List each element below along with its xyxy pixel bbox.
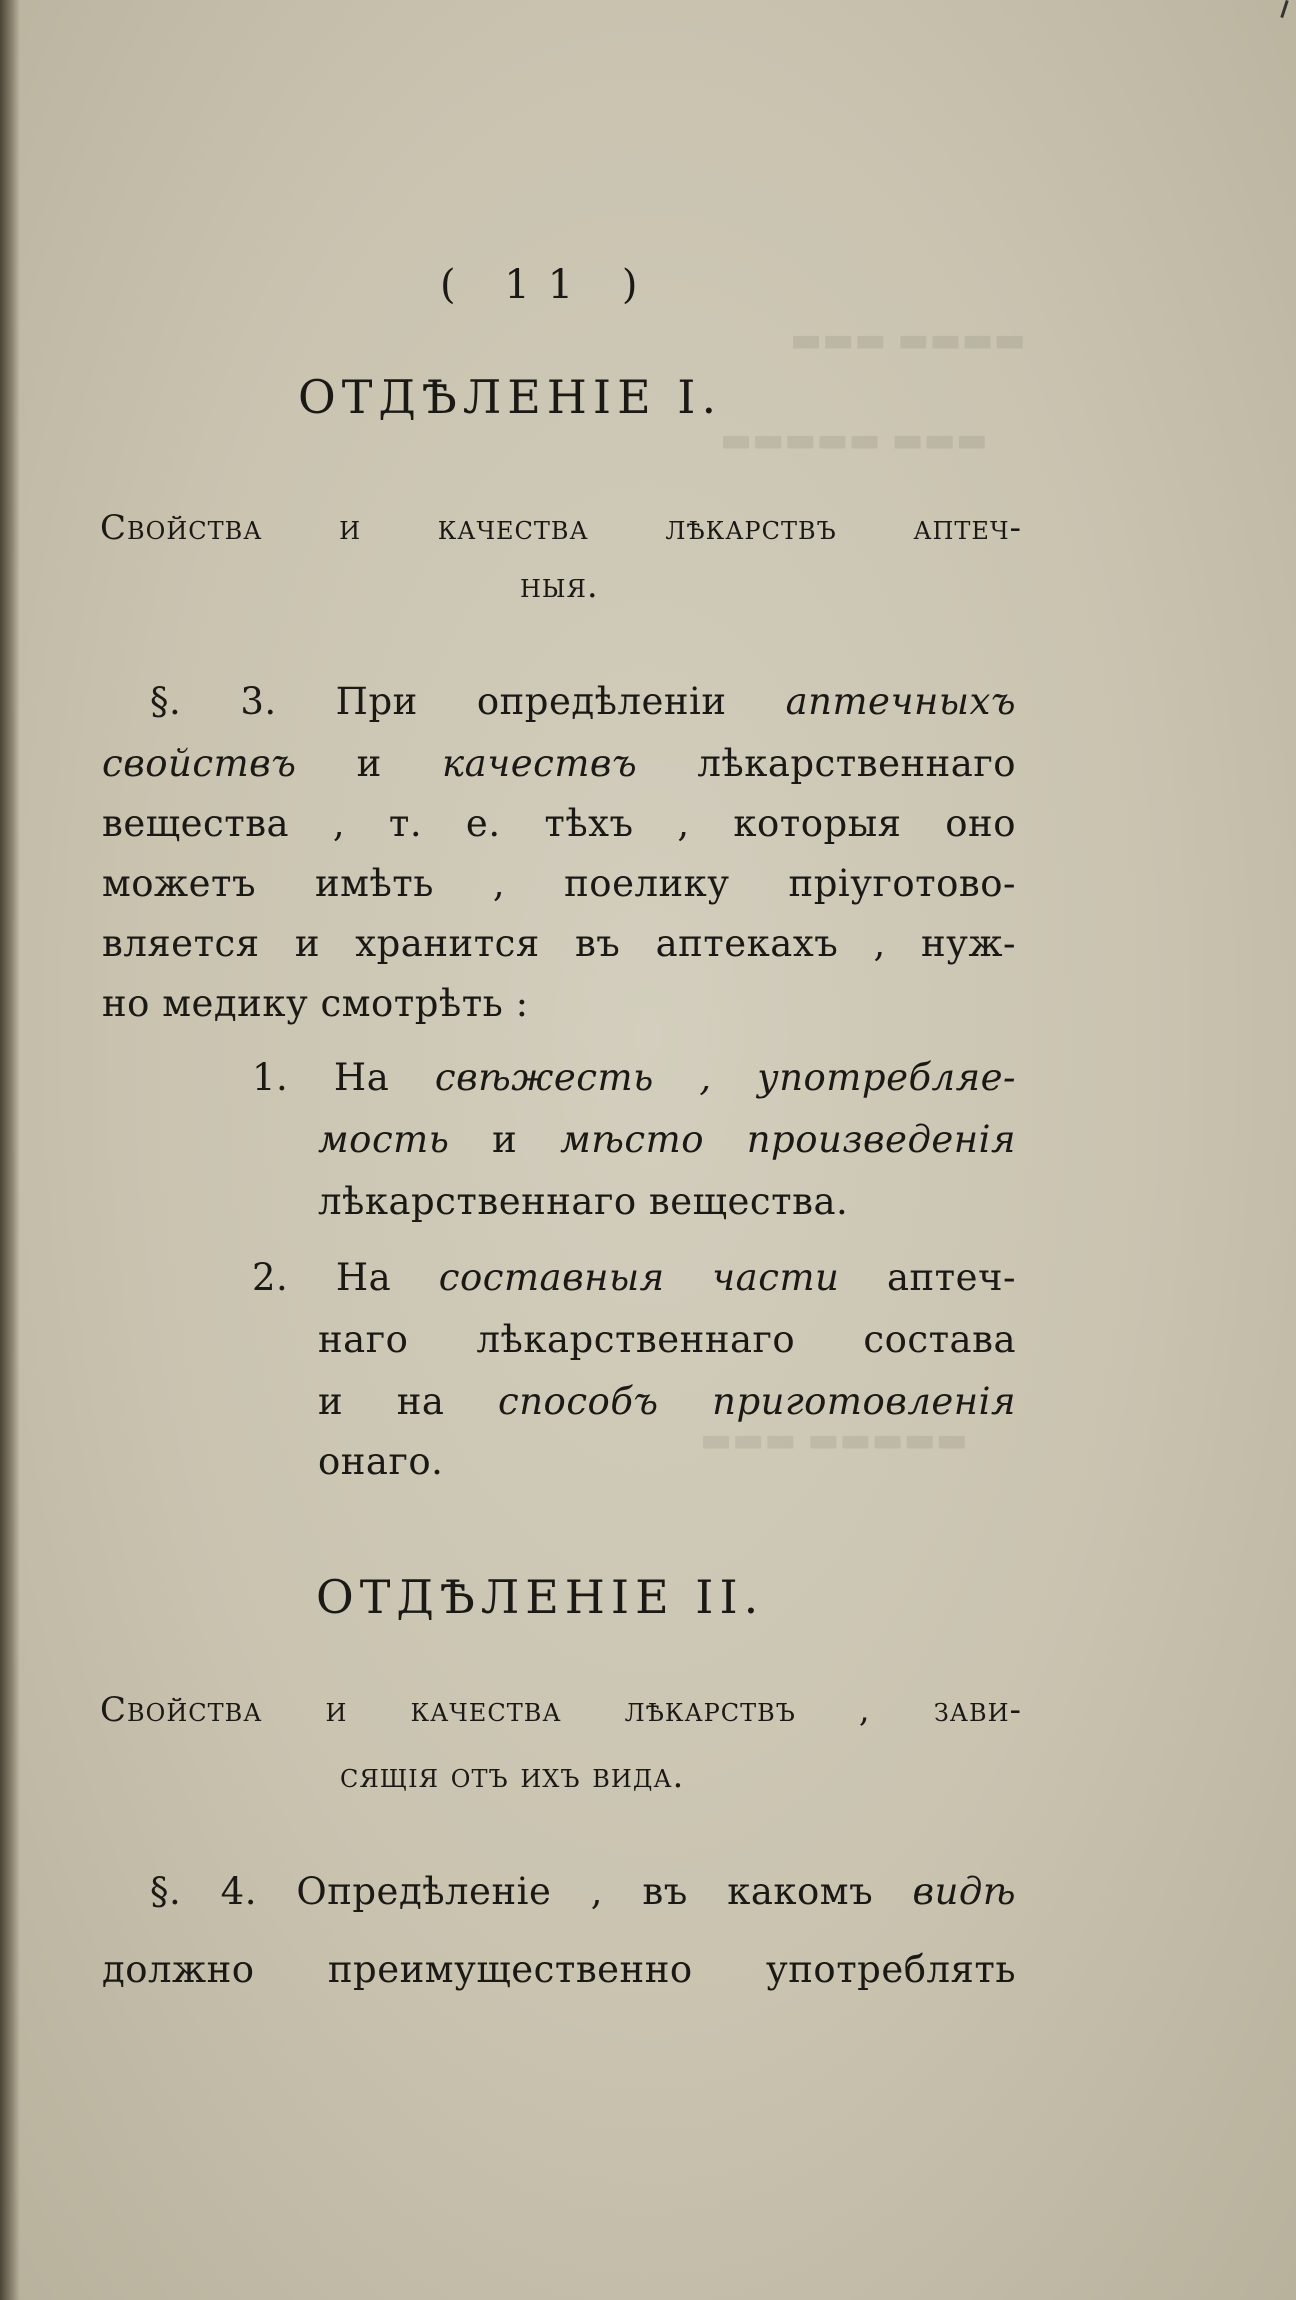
para-3-line-6: но медику смотрѣть : bbox=[102, 982, 529, 1025]
item-2-line-1 bbox=[252, 1256, 1016, 1299]
para-3-conjunction: и bbox=[356, 742, 382, 785]
section-2-heading: ОТДѢЛЕНІЕ II. bbox=[316, 1570, 765, 1624]
para-3-line-2 bbox=[102, 742, 1016, 785]
item-2-line-3 bbox=[318, 1380, 1016, 1423]
page-number: ( 11 ) bbox=[440, 262, 656, 308]
para-3-line-5: вляется и хранится въ аптекахъ , нуж- bbox=[102, 922, 1016, 965]
para-4-line-1-text: §. 4. Опредѣленіе , въ какомъ bbox=[150, 1870, 874, 1913]
para-3-line-4: можетъ имѣть , поелику пріуготово- bbox=[102, 862, 1016, 905]
para-4-line-2: должно преимущественно употреблять bbox=[102, 1948, 1016, 1991]
binding-gutter-shadow bbox=[0, 0, 20, 2300]
para-3-line-2-text: лѣкарственнаго bbox=[697, 742, 1017, 785]
para-3-line-3: вещества , т. е. тѣхъ , которыя оно bbox=[102, 802, 1016, 845]
show-through-shadow: ▬▬▬ ▬▬▬▬▬ bbox=[720, 420, 988, 460]
item-2-number: 2. На bbox=[252, 1256, 392, 1299]
item-1-term-upotreblyaemost: мость bbox=[318, 1118, 450, 1161]
item-1-line-3: лѣкарственнаго вещества. bbox=[318, 1180, 849, 1223]
item-2-line-2: наго лѣкарственнаго состава bbox=[318, 1318, 1016, 1361]
para-4-line-1 bbox=[150, 1870, 1016, 1913]
item-1-line-1 bbox=[252, 1056, 1016, 1099]
para-4-term-vide: видѣ bbox=[912, 1870, 1017, 1913]
section-1-subtitle-line-1: Свойства и качества лѣкарствъ аптеч- bbox=[100, 508, 1022, 548]
show-through-shadow: ▬▬▬▬ ▬▬▬ bbox=[790, 320, 1026, 360]
corner-mark bbox=[1280, 0, 1288, 18]
section-1-subtitle-line-2: ныя. bbox=[520, 566, 599, 606]
show-through-shadow: ▬▬▬▬▬ ▬▬▬ bbox=[700, 1420, 968, 1460]
item-1-line-2 bbox=[318, 1118, 1016, 1161]
item-1-term-svezhest: свѣжесть , употребляе- bbox=[434, 1056, 1017, 1099]
item-2-term-sostavnyya: составныя части bbox=[438, 1256, 840, 1299]
item-2-term-sposob: способъ приготовленія bbox=[498, 1380, 1016, 1423]
item-2-line-3-text: и на bbox=[318, 1380, 445, 1423]
para-3-term-svoistv: свойствъ bbox=[102, 742, 297, 785]
item-1-conjunction: и bbox=[492, 1118, 518, 1161]
item-2-line-1-text: аптеч- bbox=[886, 1256, 1016, 1299]
item-2-line-4: онаго. bbox=[318, 1440, 444, 1483]
para-3-term-kachestv: качествъ bbox=[442, 742, 638, 785]
item-1-number: 1. На bbox=[252, 1056, 390, 1099]
para-3-term-aptechnykh: аптечныхъ bbox=[785, 680, 1016, 723]
section-1-heading: ОТДѢЛЕНІЕ I. bbox=[298, 370, 723, 424]
item-1-term-mesto: мѣсто произведенія bbox=[560, 1118, 1017, 1161]
para-3-line-1-text: §. 3. При опредѣленіи bbox=[150, 680, 727, 723]
section-2-subtitle-line-1: Свойства и качества лѣкарствъ , зави- bbox=[100, 1690, 1022, 1730]
para-3-line-1 bbox=[150, 680, 1016, 723]
section-2-subtitle-line-2: сящія отъ ихъ вида. bbox=[340, 1756, 685, 1796]
